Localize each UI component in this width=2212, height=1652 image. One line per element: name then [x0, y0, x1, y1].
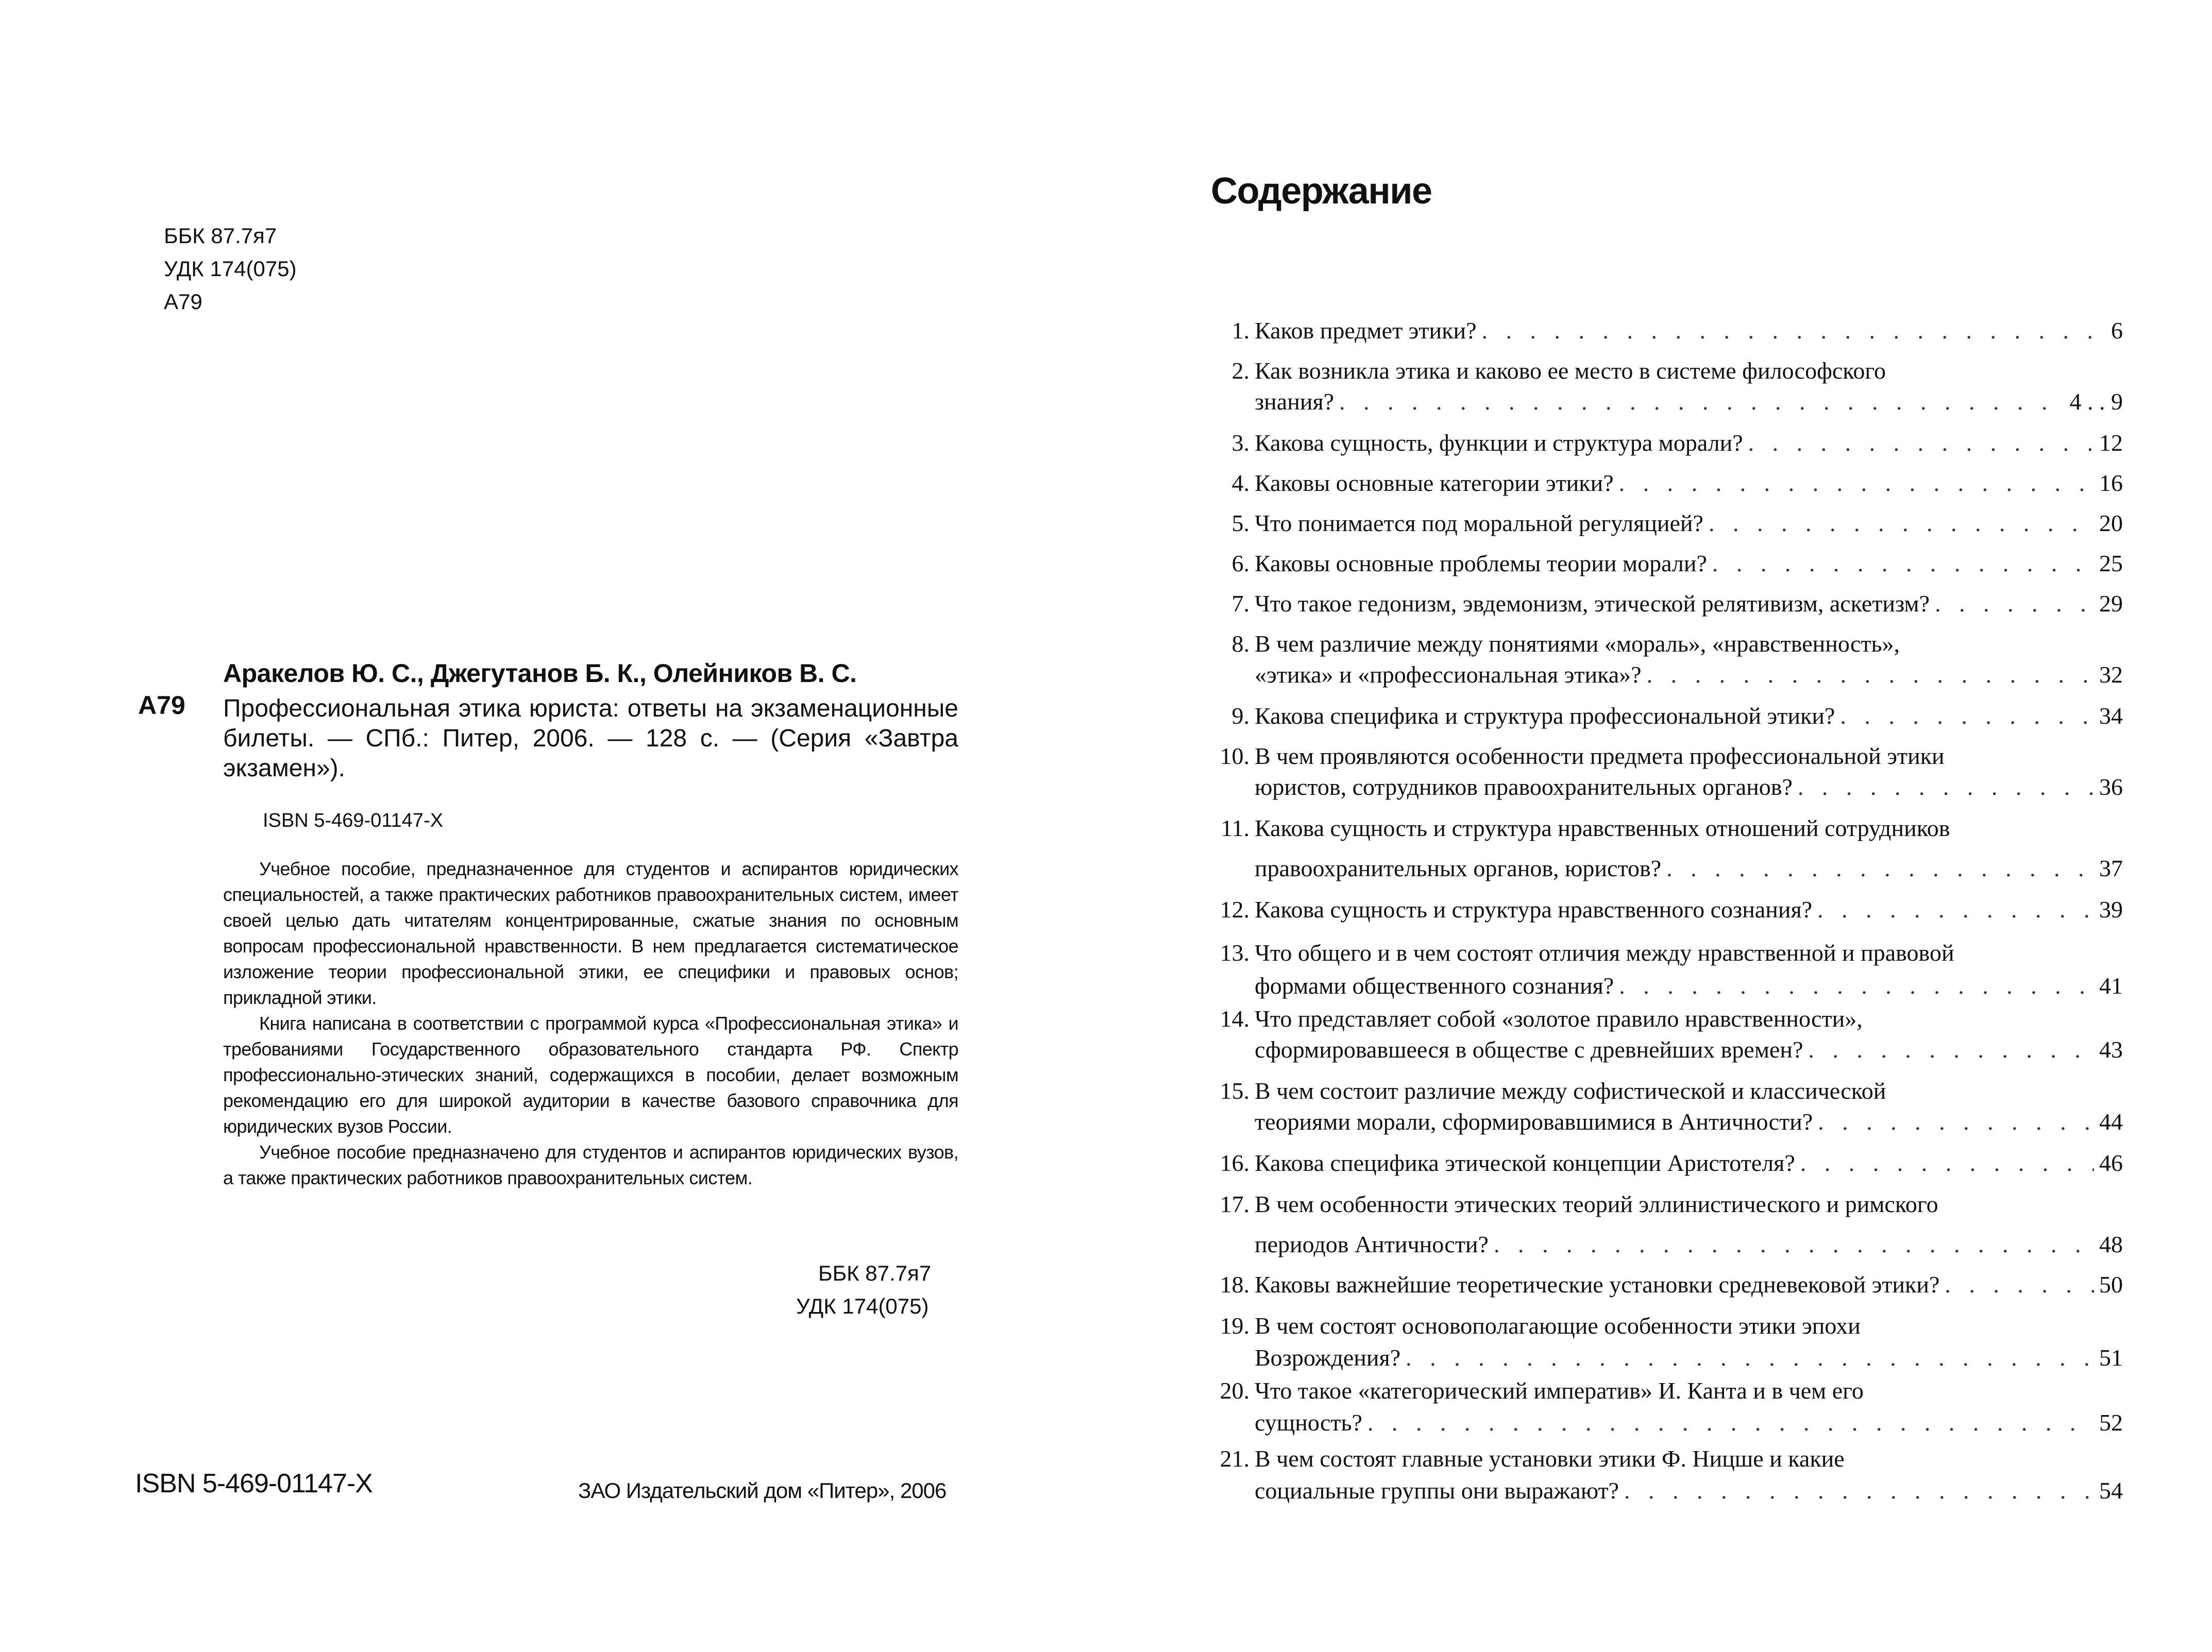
dot-leader [1945, 1271, 2094, 1298]
toc-number: 21. [1220, 1445, 1249, 1472]
toc-title: Какова специфика этической концепции Аристотеля? [1255, 1150, 1795, 1176]
toc-number: 15. [1220, 1078, 1249, 1104]
toc-title: Как возникла этика и каково ее место в системе философского [1255, 357, 1886, 384]
toc-page: 43 [2099, 1036, 2123, 1063]
toc-title-cont: периодов Античности? [1255, 1231, 1489, 1257]
toc-title-cont: Возрождения? [1255, 1344, 1401, 1371]
dot-leader [1712, 550, 2094, 577]
toc-page: 34 [2099, 703, 2123, 729]
toc-number: 9. [1231, 703, 1249, 729]
toc-page: 44 [2099, 1109, 2123, 1135]
toc-title-cont: сущность? [1255, 1409, 1362, 1436]
title-description: Профессиональная этика юриста: ответы на экзаменационные билеты. — СПб.: Питер, 2006. — 128 с. — (Серия «Завтра экзамен»). [223, 695, 958, 782]
dot-leader [1647, 661, 2094, 688]
toc-number: 4. [1231, 470, 1249, 496]
dot-leader [1808, 1036, 2094, 1063]
toc-title: В чем особенности этических теорий эллинистического и римского [1255, 1191, 1938, 1217]
bbk-code-bottom: ББК 87.7я7 [818, 1261, 932, 1285]
toc-title-cont: знания? [1255, 388, 1335, 415]
toc-page: 4 . . 9 [2069, 388, 2123, 415]
toc-number: 16. [1220, 1150, 1249, 1176]
toc-page: 20 [2099, 510, 2123, 536]
annotation [223, 856, 958, 1191]
toc-title-cont: правоохранительных органов, юристов? [1255, 855, 1662, 881]
toc-number: 5. [1231, 510, 1249, 536]
dot-leader [1619, 972, 2094, 999]
dot-leader [1840, 702, 2094, 729]
contents-title: Содержание [1211, 171, 1432, 212]
toc-page: 41 [2099, 973, 2123, 999]
toc-title: Каков предмет этики? [1255, 317, 1477, 344]
annotation-paragraph: Учебное пособие предназначено для студентов и аспирантов юридических вузов, а также практических работников правоохранительных систем. [223, 1142, 958, 1188]
toc-number: 19. [1220, 1313, 1249, 1339]
author-mark: А79 [164, 289, 202, 314]
toc-number: 20. [1220, 1377, 1249, 1404]
toc-number: 12. [1220, 896, 1249, 923]
bbk-code: ББК 87.7я7 [164, 224, 277, 248]
toc-page: 52 [2099, 1409, 2123, 1436]
toc-title: Какова сущность и структура нравственных отношений сотрудников [1255, 815, 1950, 841]
toc-page: 36 [2099, 774, 2123, 800]
toc-title: В чем проявляются особенности предмета профессиональной этики [1255, 743, 1945, 769]
toc-page: 51 [2099, 1344, 2123, 1371]
toc-page: 29 [2099, 590, 2123, 617]
dot-leader [1482, 317, 2106, 344]
udk-code: УДК 174(075) [164, 257, 297, 281]
toc-title: Какова специфика и структура профессиональной этики? [1255, 703, 1835, 729]
toc-number: 17. [1220, 1191, 1249, 1217]
toc-title: Каковы важнейшие теоретические установки средневековой этики? [1255, 1271, 1940, 1298]
dot-leader [1619, 469, 2094, 497]
toc-page: 54 [2099, 1477, 2123, 1504]
toc-page: 48 [2099, 1231, 2123, 1257]
isbn-big: ISBN 5-469-01147-X [135, 1469, 373, 1498]
toc-title: В чем различие между понятиями «мораль», «нравственность», [1255, 631, 1900, 657]
toc-title: Какова сущность и структура нравственного сознания? [1255, 896, 1813, 923]
toc-title: Каковы основные категории этики? [1255, 470, 1614, 496]
toc-number: 6. [1231, 550, 1249, 576]
toc-page: 16 [2099, 470, 2123, 496]
toc-title: Что общего и в чем состоят отличия между нравственной и правовой [1255, 940, 1954, 966]
toc-title: В чем состоят основополагающие особенности этики эпохи [1255, 1313, 1861, 1339]
toc-page: 37 [2099, 855, 2123, 881]
toc-title-cont: сформировавшееся в обществе с древнейших времен? [1255, 1036, 1803, 1063]
toc-number: 11. [1221, 815, 1249, 841]
dot-leader [1818, 1108, 2094, 1135]
toc-title-cont: «этика» и «профессиональная этика»? [1255, 661, 1642, 688]
dot-leader [1339, 388, 2064, 415]
toc-title: Что понимается под моральной регуляцией? [1255, 510, 1703, 536]
toc-number: 8. [1231, 631, 1249, 657]
annotation-paragraph: Книга написана в соответствии с программой курса «Профессиональная этика» и требованиями Государственного образовательного стандарта РФ. Спектр профессионально-этических знаний, содержащихся в пособии, делает возможным рекомендацию его для широкой аудитории в качестве базового справочника для юридических вузов России. [223, 1013, 958, 1137]
toc-number: 13. [1220, 940, 1249, 966]
dot-leader [1709, 509, 2094, 537]
toc-number: 2. [1231, 357, 1249, 384]
toc-number: 18. [1220, 1271, 1249, 1298]
toc-number: 3. [1231, 430, 1249, 456]
dot-leader [1494, 1231, 2094, 1258]
dot-leader [1406, 1344, 2094, 1371]
toc-title: Что такое гедонизм, эвдемонизм, этической релятивизм, аскетизм? [1255, 590, 1930, 617]
toc-number: 10. [1220, 743, 1249, 769]
dot-leader [1624, 1477, 2094, 1504]
toc-title: Какова сущность, функции и структура морали? [1255, 430, 1743, 456]
toc-page: 46 [2099, 1150, 2123, 1176]
udk-code-bottom: УДК 174(075) [796, 1294, 929, 1318]
toc-title-cont: теориями морали, сформировавшимися в Античности? [1255, 1109, 1813, 1135]
author-mark-big: А79 [138, 691, 185, 720]
toc-title: Каковы основные проблемы теории морали? [1255, 550, 1707, 576]
toc-title: Что такое «категорический императив» И. Канта и в чем его [1255, 1377, 1864, 1404]
dot-leader [1666, 855, 2094, 882]
dot-leader [1367, 1409, 2094, 1436]
toc-page: 50 [2099, 1271, 2123, 1298]
annotation-paragraph: Учебное пособие, предназначенное для студентов и аспирантов юридических специальностей, а также практических работников правоохранительных систем, имеет своей целью дать читателям концентрированные, сжатые знания по основным вопросам профессиональной нравственности. В нем предлагается систематическое изложение теории профессиональной этики, ее специфики и правовых основ; прикладной этики. [223, 858, 958, 1008]
isbn-small: ISBN 5-469-01147-X [263, 810, 443, 831]
toc-number: 7. [1231, 590, 1249, 617]
toc-title-cont: юристов, сотрудников правоохранительных органов? [1255, 774, 1793, 800]
dot-leader [1798, 773, 2094, 801]
toc-title: Что представляет собой «золотое правило нравственности», [1255, 1006, 1863, 1032]
publisher: ЗАО Издательский дом «Питер», 2006 [578, 1478, 947, 1503]
toc-page: 12 [2099, 430, 2123, 456]
toc-title: В чем состоят главные установки этики Ф. Ницше и какие [1255, 1445, 1845, 1472]
toc-page: 25 [2099, 550, 2123, 576]
toc-page: 6 [2111, 317, 2123, 344]
toc-title-cont: формами общественного сознания? [1255, 973, 1614, 999]
toc-title: В чем состоит различие между софистической и классической [1255, 1078, 1886, 1104]
toc-page: 32 [2099, 661, 2123, 688]
dot-leader [1748, 429, 2094, 456]
authors: Аракелов Ю. С., Джегутанов Б. К., Олейников В. С. [223, 659, 857, 688]
toc-title-cont: социальные группы они выражают? [1255, 1477, 1619, 1504]
dot-leader [1935, 590, 2094, 617]
toc-page: 39 [2099, 896, 2123, 923]
toc-number: 1. [1231, 317, 1249, 344]
toc-number: 14. [1220, 1006, 1249, 1032]
dot-leader [1800, 1149, 2094, 1177]
dot-leader [1817, 896, 2094, 923]
